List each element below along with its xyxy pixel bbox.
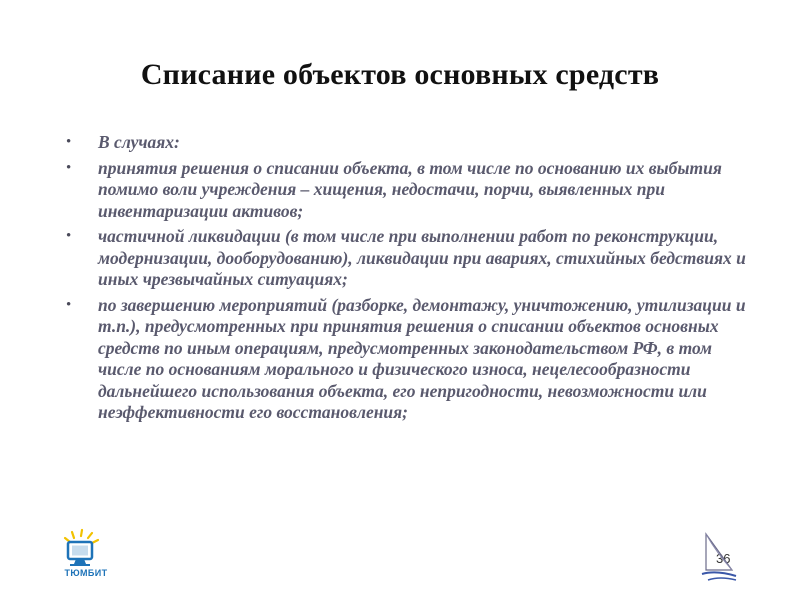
slide-title: Списание объектов основных средств: [140, 58, 660, 91]
bullet-text: В случаях:: [98, 132, 180, 152]
bullet-text: частичной ликвидации (в том числе при выполнении работ по реконструкции, модернизации, дооборудованию), ликвидации при авариях, стихийных бедствиях и иных чрезвычайных ситуациях;: [98, 226, 746, 289]
bullet-marker: •: [66, 134, 72, 150]
bullet-item: [66, 295, 746, 424]
tyumbit-logo-text: ТЮМБИТ: [64, 568, 108, 578]
bullet-item: [66, 132, 746, 154]
bullet-item: [66, 226, 746, 291]
computer-monitor-icon: [56, 528, 126, 570]
bullet-item: [66, 158, 746, 223]
sail-icon: [696, 530, 742, 586]
bullet-list: [66, 132, 746, 428]
bullet-marker: •: [66, 228, 72, 244]
tyumbit-logo: [56, 528, 126, 584]
bullet-text: по завершению мероприятий (разборке, демонтажу, уничтожению, утилизации и т.п.), предусмотренных при принятия решения о списании объектов основных средств по иным операциям, предусмотренных законодательством РФ, в том числе по основаниям морального и физического износа, нецелесообразности дальнейшего использования объекта, его непригодности, невозможности или неэффективности его восстановления;: [98, 294, 746, 422]
sail-logo: [696, 530, 742, 586]
bullet-marker: •: [66, 159, 72, 176]
bullet-text: принятия решения о списании объекта, в том числе по основанию их выбытия помимо воли учреждения – хищения, недостачи, порчи, выявленных при инвентаризации активов;: [98, 157, 722, 221]
page-number: 36: [716, 551, 731, 566]
bullet-marker: •: [66, 296, 72, 313]
